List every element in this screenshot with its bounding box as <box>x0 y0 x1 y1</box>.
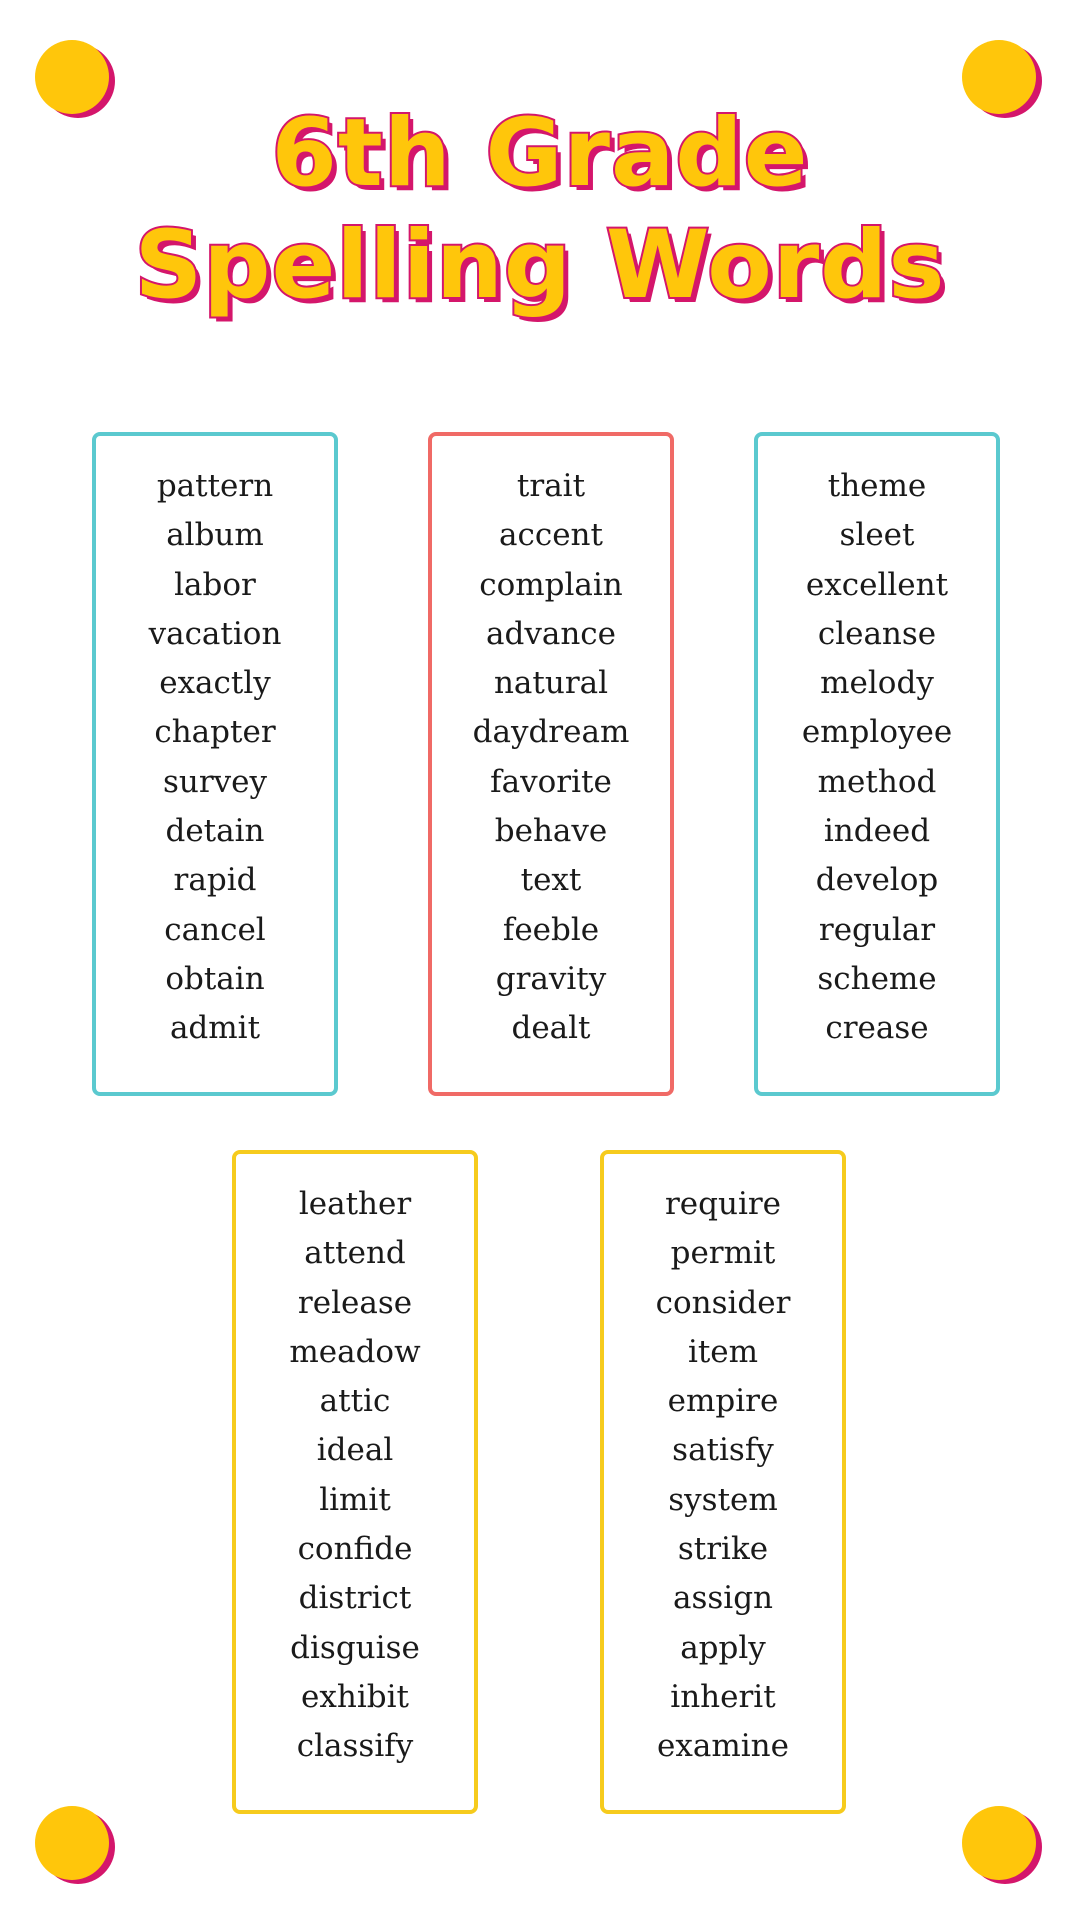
corner-dot-bottom-left <box>35 1806 109 1880</box>
spelling-word: regular <box>818 911 936 948</box>
spelling-word: melody <box>820 665 934 702</box>
corner-dot-bottom-right <box>962 1806 1036 1880</box>
spelling-word: method <box>817 763 937 800</box>
spelling-word: attic <box>319 1383 391 1420</box>
spelling-word: district <box>298 1580 412 1617</box>
spelling-word: examine <box>657 1728 789 1765</box>
word-box-3 <box>754 432 1000 1096</box>
spelling-word: confide <box>297 1531 413 1568</box>
title-line-2: Spelling Words <box>134 211 946 320</box>
spelling-word: crease <box>825 1010 929 1047</box>
spelling-word: empire <box>667 1383 779 1420</box>
word-box-1 <box>92 432 338 1096</box>
word-box-2 <box>428 432 674 1096</box>
spelling-word: leather <box>298 1186 412 1222</box>
word-list <box>758 462 996 1054</box>
spelling-word: survey <box>162 763 268 800</box>
spelling-word: require <box>664 1186 782 1222</box>
spelling-word: item <box>687 1333 759 1370</box>
spelling-word: employee <box>801 714 953 751</box>
word-list <box>432 462 670 1054</box>
spelling-word: permit <box>670 1235 776 1272</box>
spelling-word: obtain <box>165 960 265 997</box>
spelling-word: natural <box>493 665 609 702</box>
spelling-word: disguise <box>290 1629 420 1666</box>
spelling-word: system <box>668 1481 778 1518</box>
spelling-word: apply <box>680 1629 766 1666</box>
spelling-word: ideal <box>316 1432 394 1469</box>
spelling-word: admit <box>169 1010 261 1047</box>
spelling-word: feeble <box>502 911 600 948</box>
spelling-word: chapter <box>154 714 276 751</box>
spelling-word: attend <box>304 1235 406 1272</box>
word-list <box>604 1180 842 1772</box>
spelling-word: scheme <box>817 960 937 997</box>
spelling-word: album <box>166 517 264 554</box>
word-box-5 <box>600 1150 846 1814</box>
spelling-word: gravity <box>495 960 607 997</box>
title-line-1: 6th Grade <box>271 99 809 208</box>
spelling-word: advance <box>486 615 616 652</box>
spelling-word: assign <box>672 1580 774 1617</box>
spelling-word: daydream <box>472 714 630 751</box>
spelling-word: labor <box>174 566 256 603</box>
word-list <box>236 1180 474 1772</box>
spelling-word: rapid <box>173 862 257 899</box>
spelling-word: indeed <box>823 813 931 850</box>
spelling-word: theme <box>827 468 927 504</box>
spelling-word: dealt <box>511 1010 591 1047</box>
spelling-word: meadow <box>289 1333 421 1370</box>
spelling-word: accent <box>499 517 603 554</box>
spelling-word: classify <box>296 1728 414 1765</box>
spelling-word: sleet <box>839 517 915 554</box>
word-box-4 <box>232 1150 478 1814</box>
spelling-word: trait <box>516 468 586 504</box>
spelling-word: detain <box>165 813 265 850</box>
spelling-word: inherit <box>670 1678 776 1715</box>
spelling-word: exhibit <box>301 1678 409 1715</box>
spelling-word: vacation <box>148 615 282 652</box>
spelling-word: favorite <box>490 763 612 800</box>
spelling-word: release <box>297 1284 413 1321</box>
word-list <box>96 462 334 1054</box>
page-title <box>0 98 1080 322</box>
spelling-word: cancel <box>164 911 266 948</box>
spelling-word: complain <box>479 566 623 603</box>
spelling-word: pattern <box>156 468 274 504</box>
spelling-word: strike <box>677 1531 769 1568</box>
spelling-word: text <box>520 862 582 899</box>
spelling-word: consider <box>655 1284 791 1321</box>
spelling-word: develop <box>815 862 939 899</box>
spelling-word: limit <box>319 1481 391 1518</box>
spelling-word: cleanse <box>817 615 937 652</box>
spelling-word: behave <box>494 813 608 850</box>
spelling-word: excellent <box>805 566 949 603</box>
spelling-word: satisfy <box>672 1432 774 1469</box>
spelling-word: exactly <box>159 665 271 702</box>
